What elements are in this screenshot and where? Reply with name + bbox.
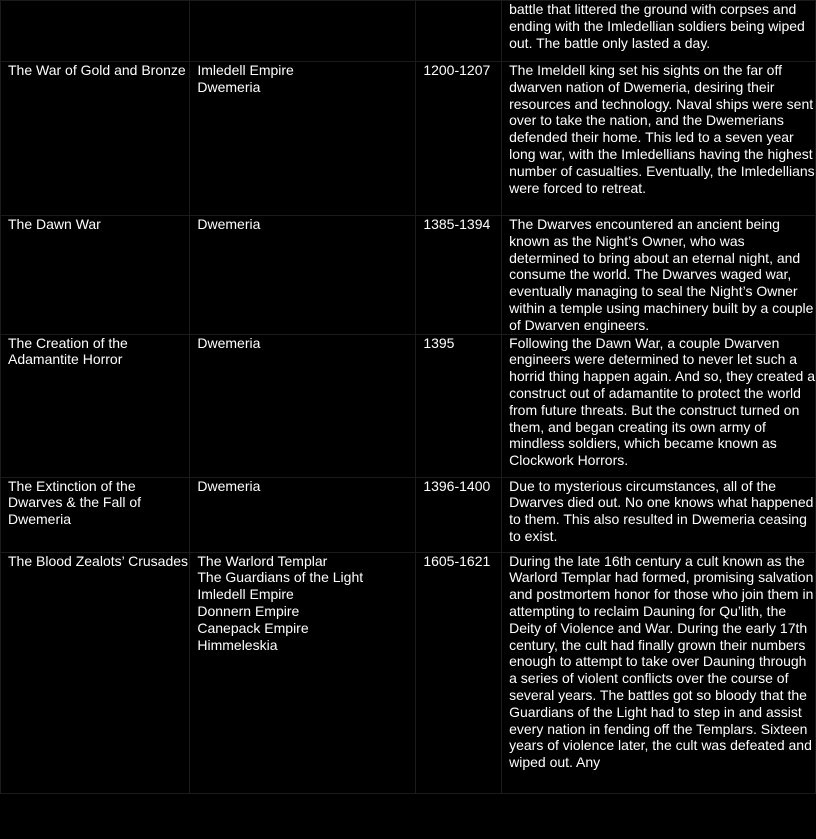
- table-row: [1, 62, 816, 216]
- table-row: [1, 334, 816, 477]
- event-name-cell: The Extinction of the Dwarves & the Fall of Dwemeria: [1, 477, 190, 552]
- table-row: [1, 216, 816, 335]
- table-row: [1, 1, 816, 62]
- table-row: [1, 477, 816, 552]
- event-name-cell: The Dawn War: [1, 216, 190, 335]
- participant: Dwemeria: [197, 216, 261, 232]
- participant: Dwemeria: [197, 78, 261, 95]
- participant: Imledell Empire: [197, 586, 294, 603]
- participant: Canepack Empire: [197, 619, 309, 636]
- participant: Himmeleskia: [197, 636, 278, 653]
- description-cell: Due to mysterious circumstances, all of the Dwarves died out. No one knows what happened to them. This also resulted in Dwemeria ceasing to exist.: [502, 477, 816, 552]
- description-cell: The Dwarves encountered an ancient being known as the Night’s Owner, who was determined to bring about an eternal night, and consume the world. The Dwarves waged war, eventually managing to seal the Night’s Owner within a temple using machinery built by a couple of Dwarven engineers.: [502, 216, 816, 335]
- participants-cell: [190, 216, 416, 335]
- participant: Dwemeria: [197, 334, 261, 351]
- description-cell: During the late 16th century a cult known as the Warlord Templar had formed, promising salvation and postmortem honor for those who join them in attempting to reclaim Dauning for Qu’lith, the Deity of Violence and War. During the early 17th century, the cult had finally grown their numbers enough to attempt to take over Dauning through a series of violent conflicts over the course of several years. The battles got so bloody that the Guardians of the Light had to step in and assist every nation in fending off the Templars. Sixteen years of violence later, the cult was defeated and wiped out. Any: [502, 552, 816, 793]
- years-cell: 1605-1621: [416, 552, 502, 793]
- years-cell: [416, 1, 502, 62]
- participants-cell: [190, 1, 416, 62]
- years-cell: 1395: [416, 334, 502, 477]
- event-name-cell: The Creation of the Adamantite Horror: [1, 334, 190, 477]
- participants-cell: [190, 477, 416, 552]
- event-name-cell: [1, 1, 190, 62]
- years-cell: 1396-1400: [416, 477, 502, 552]
- participants-cell: [190, 334, 416, 477]
- description-cell: Following the Dawn War, a couple Dwarven engineers were determined to never let such a horrid thing happen again. And so, they created a construct out of adamantite to protect the world from future threats. But the construct turned on them, and began creating its own army of mindless soldiers, which became known as Clockwork Horrors.: [502, 334, 816, 477]
- description-cell: The Imeldell king set his sights on the far off dwarven nation of Dwemeria, desiring their resources and technology. Naval ships were sent over to take the nation, and the Dwemerians defended their home. This led to a seven year long war, with the Imledellians having the highest number of casualties. Eventually, the Imledellians were forced to retreat.: [502, 62, 816, 216]
- participant: Donnern Empire: [197, 602, 300, 619]
- participant: The Warlord Templar: [197, 552, 328, 569]
- participants-cell: [190, 62, 416, 216]
- years-cell: 1385-1394: [416, 216, 502, 335]
- participant: Dwemeria: [197, 477, 261, 494]
- event-name-cell: The War of Gold and Bronze: [1, 62, 190, 216]
- participant: The Guardians of the Light: [197, 569, 364, 586]
- description-cell: battle that littered the ground with corpses and ending with the Imledellian soldiers being wiped out. The battle only lasted a day.: [502, 1, 816, 62]
- table-row: [1, 552, 816, 793]
- years-cell: 1200-1207: [416, 62, 502, 216]
- participants-cell: [190, 552, 416, 793]
- participant: Imledell Empire: [197, 62, 294, 78]
- event-name-cell: The Blood Zealots’ Crusades: [1, 552, 190, 793]
